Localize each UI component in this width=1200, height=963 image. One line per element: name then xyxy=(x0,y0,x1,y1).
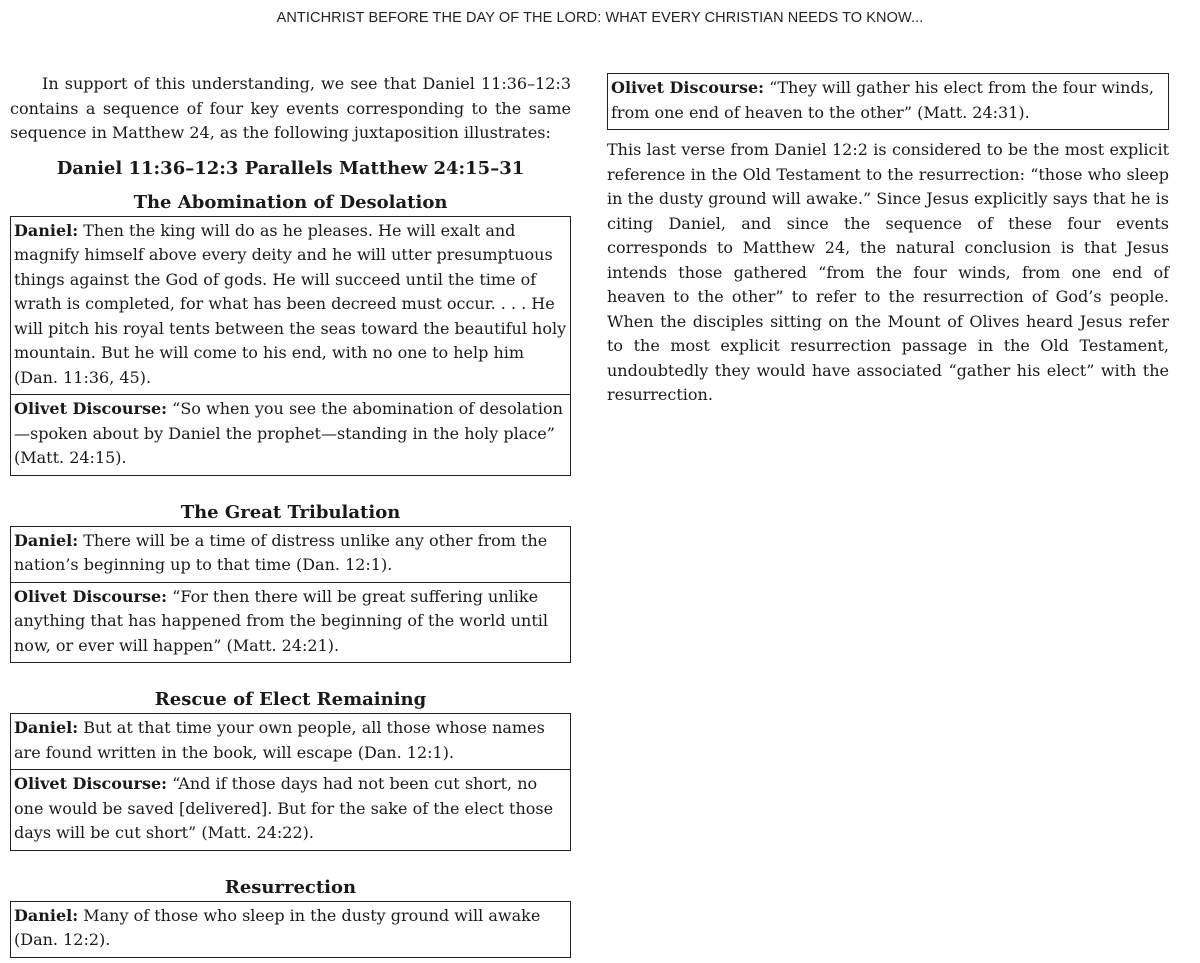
olivet-row xyxy=(11,582,570,663)
olivet-row xyxy=(11,769,570,850)
row-text: “So when you see the abomination of desolation—spoken about by Daniel the prophet—standing in the holy place” (Matt. 24:15). xyxy=(14,399,563,467)
daniel-row xyxy=(11,902,570,957)
row-text: But at that time your own people, all those whose names are found written in the book, will escape (Dan. 12:1). xyxy=(14,718,545,762)
row-label: Olivet Discourse: xyxy=(14,586,168,606)
olivet-row xyxy=(11,394,570,475)
row-label: Olivet Discourse: xyxy=(611,78,765,97)
comparison-table-resurrection xyxy=(10,901,571,958)
section-title-rescue: Rescue of Elect Remaining xyxy=(154,689,427,710)
comparison-table-abomination xyxy=(10,216,571,476)
daniel-row xyxy=(11,714,570,769)
row-text: There will be a time of distress unlike any other from the nation’s beginning up to that time (Dan. 12:1). xyxy=(14,530,548,574)
comparison-table-tribulation xyxy=(10,526,571,664)
section-title-abomination: The Abomination of Desolation xyxy=(133,191,448,213)
row-text: “For then there will be great suffering unlike anything that has happened from the beginning of the world until now, or ever will happen” (Matt. 24:21). xyxy=(14,586,548,655)
row-label: Daniel: xyxy=(14,220,79,240)
row-text: Many of those who sleep in the dusty ground will awake (Dan. 12:2). xyxy=(14,905,541,949)
row-label: Olivet Discourse: xyxy=(14,399,168,418)
row-label: Daniel: xyxy=(14,718,79,737)
left-column xyxy=(10,72,571,958)
olivet-row xyxy=(608,74,1168,129)
row-label: Daniel: xyxy=(14,905,79,925)
comparison-table-rescue xyxy=(10,713,571,851)
row-label: Daniel: xyxy=(14,530,79,550)
right-column xyxy=(607,73,1169,408)
comparison-title: Daniel 11:36–12:3 Parallels Matthew 24:15–31 xyxy=(56,157,525,179)
intro-paragraph: In support of this understanding, we see that Daniel 11:36–12:3 contains a sequence of four key events corresponding to the same sequence in Matthew 24, as the following juxtaposition illustrates: xyxy=(10,74,571,142)
row-label: Olivet Discourse: xyxy=(14,774,168,793)
section-gap xyxy=(10,476,571,500)
conclusion-paragraph: This last verse from Daniel 12:2 is considered to be the most explicit reference in the Old Testament to the resurrection: “those who sleep in the dusty ground will awake.” Since Jesus explicitly says that he is citing Daniel, and since the sequence of these four events corresponds to Matthew 24, the natural conclusion is that Jesus intends those gathered “from the four winds, from one end of heaven to the other” to refer to the resurrection of God’s people. When the disciples sitting on the Mount of Olives heard Jesus refer to the most explicit resurrection passage in the Old Testament, undoubtedly they would have associated “gather his elect” with the resurrection. xyxy=(607,140,1169,404)
section-title-tribulation: The Great Tribulation xyxy=(180,501,401,523)
section-gap xyxy=(10,663,571,687)
row-text: “They will gather his elect from the four winds, from one end of heaven to the other” (Matt. 24:31). xyxy=(611,78,1155,122)
running-head: ANTICHRIST BEFORE THE DAY OF THE LORD: WHAT EVERY CHRISTIAN NEEDS TO KNOW... xyxy=(276,10,924,26)
section-gap xyxy=(10,851,571,875)
daniel-row xyxy=(11,527,570,582)
daniel-row xyxy=(11,217,570,395)
comparison-table-resurrection-continued xyxy=(607,73,1169,130)
row-text: “And if those days had not been cut short, no one would be saved [delivered]. But for the sake of the elect those days will be cut short” (Matt. 24:22). xyxy=(14,774,554,842)
section-title-resurrection: Resurrection xyxy=(224,876,357,898)
row-text: Then the king will do as he pleases. He will exalt and magnify himself above every deity and he will utter presumptuous things against the God of gods. He will succeed until the time of wrath is completed, for what has been decreed must occur. . . . He will pitch his royal tents between the seas toward the beautiful holy mountain. But he will come to his end, with no one to help him (Dan. 11:36, 45). xyxy=(14,220,567,387)
